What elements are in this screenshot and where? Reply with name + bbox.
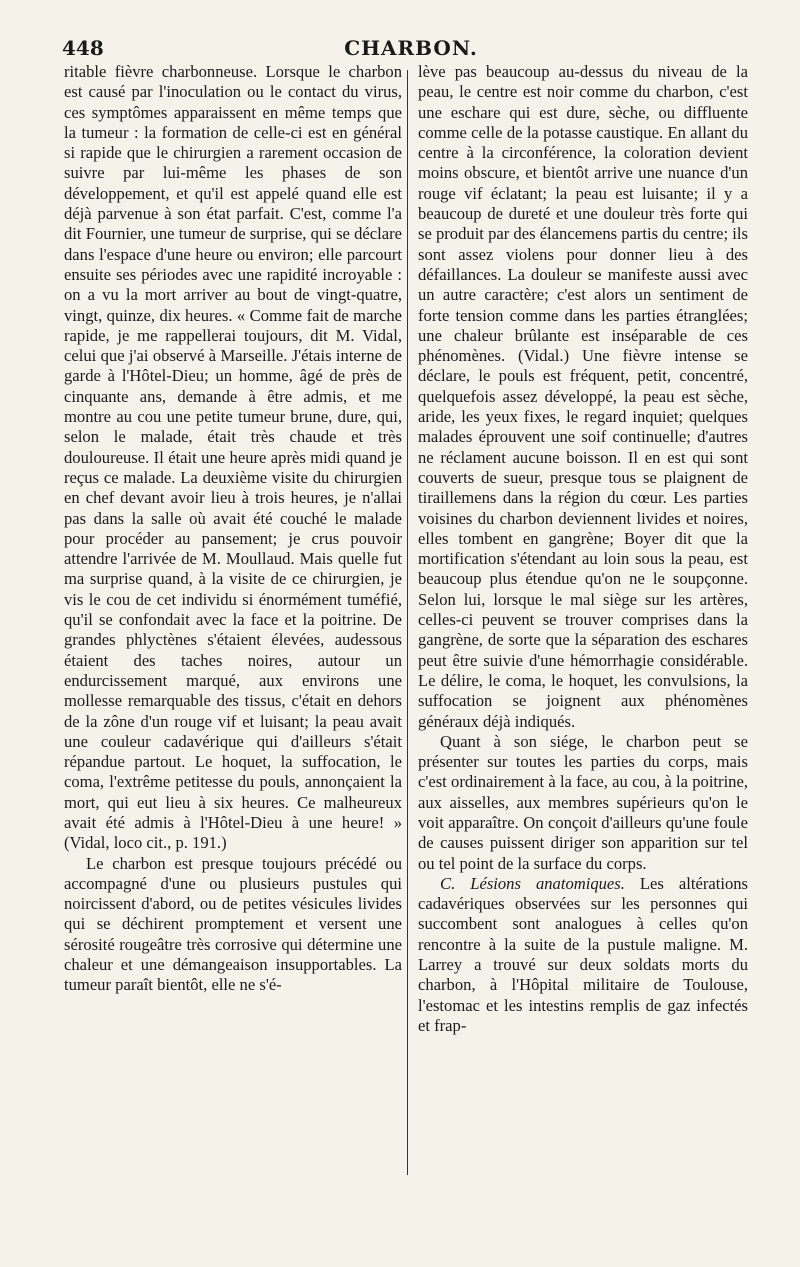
left-column [64, 62, 402, 996]
page-header [62, 36, 760, 64]
right-paragraph-2: Quant à son siége, le charbon peut se présenter sur toutes les parties du corps, mais c'est ordinairement à la face, au cou, à la poitrine, aux aisselles, aux membres supérieurs qu'on le voit apparaître. On conçoit d'ailleurs qu'une foule de causes puissent diriger son apparition sur tel ou tel point de la surface du corps. [418, 731, 748, 873]
page-number: 448 [62, 36, 104, 60]
left-paragraph-2: Le charbon est presque toujours précédé ou accompagné d'une ou plusieurs pustules qui noircissent d'abord, ou de petites vésicules livides qui se déchirent promptement et versent une sérosité rougeâtre très corrosive qui détermine une chaleur et une démangeaison insupportables. La tumeur paraît bientôt, elle ne s'é- [64, 853, 402, 995]
section-body-lesions: Les altérations cadavériques observées sur les personnes qui succombent sont analogues à celles qu'on rencontre à la suite de la pustule maligne. M. Larrey a trouvé sur deux soldats morts du charbon, à l'Hôpital militaire de Toulouse, l'estomac et les intestins remplis de gaz infectés et frap- [418, 873, 748, 1035]
right-paragraph-3 [418, 874, 748, 1036]
column-divider [407, 70, 408, 1175]
right-paragraph-1: lève pas beaucoup au-dessus du niveau de la peau, le centre est noir comme du charbon, c'est une eschare qui est dure, sèche, ou diffluente comme celle de la potasse caustique. En allant du centre à la circonférence, la coloration devient moins obscure, et bientôt arrive une nuance d'un rouge vif éclatant; la peau est luisante; il y a beaucoup de dureté et une douleur très forte qui se produit par des élancemens partis du centre; ils sont assez violens pour donner lieu à des défaillances. La douleur se manifeste aussi avec un autre caractère; c'est alors un sentiment de forte tension comme dans les parties étranglées; une chaleur brûlante est inséparable de ces phénomènes. (Vidal.) Une fièvre intense se déclare, le pouls est fréquent, petit, concentré, quelquefois assez développé, la peau est sèche, aride, les yeux fixes, le regard inquiet; quelques malades éprouvent une soif continuelle; d'autres ne réclament aucune boisson. Il en est qui sont couverts de sueur, presque tous se plaignent de tiraillemens dans la région du cœur. Les parties voisines du charbon deviennent livides et noires, elles tombent en gangrène; Boyer dit que la mortification s'étendant au loin sous la peau, est beaucoup plus étendue qu'on ne le soupçonne. Selon lui, lorsque le mal siège sur les artères, celles-ci peuvent se trouver comprises dans la gangrène, de sorte que la séparation des eschares peut être suivie d'une hémorrhagie considérable. Le délire, le coma, le hoquet, les convulsions, la suffocation se joignent aux phénomènes généraux déjà indiqués. [418, 62, 748, 731]
running-head: CHARBON. [344, 36, 478, 60]
left-paragraph-1: ritable fièvre charbonneuse. Lorsque le charbon est causé par l'inoculation ou le contact du virus, ces symptômes apparaissent en même temps que la tumeur : la formation de celle-ci est en général si rapide que le chirurgien a rarement occasion de suivre par lui-même les phases de son développement, et qu'il est appelé quand elle est déjà parvenue à son état parfait. C'est, comme l'a dit Fournier, une tumeur de surprise, qui se déclare dans l'espace d'une heure ou environ; elle parcourt ensuite ses périodes avec une rapidité incroyable : on a vu la mort arriver au bout de vingt-quatre, vingt, quinze, dix heures. « Comme fait de marche rapide, je me rappellerai toujours, dit M. Vidal, celui que j'ai observé à Marseille. J'étais interne de garde à l'Hôtel-Dieu; un homme, âgé de près de cinquante ans, demande à être admis, et me montre au cou une petite tumeur brune, dure, qui, selon le malade, était très chaude et très douloureuse. Il était une heure après midi quand je reçus ce malade. La deuxième visite du chirurgien en chef devant avoir lieu à trois heures, je n'allai pas dans la salle où avait été couché le malade pour procéder au pansement; je crus pouvoir attendre l'arrivée de M. Moullaud. Mais quelle fut ma surprise quand, à la visite de ce chirurgien, je vis le cou de cet individu si énormément tuméfié, qu'il se confondait avec la face et la poitrine. De grandes phlyctènes s'étaient élevées, audessous étaient des taches noires, autour un endurcissement marqué, aux environs une mollesse remarquable des tissus, c'était en dehors de la zône d'un rouge vif et luisant; la peau avait une couleur cadavérique qui d'ailleurs s'était répandue partout. Le hoquet, la suffocation, le coma, l'extrême petitesse du pouls, annonçaient la mort, qui eut lieu à six heures. Ce malheureux avait été admis à l'Hôtel-Dieu à une heure! » (Vidal, loco cit., p. 191.) [64, 62, 402, 853]
section-title-lesions: C. Lésions anatomiques. [440, 873, 625, 893]
right-column [418, 62, 748, 1036]
